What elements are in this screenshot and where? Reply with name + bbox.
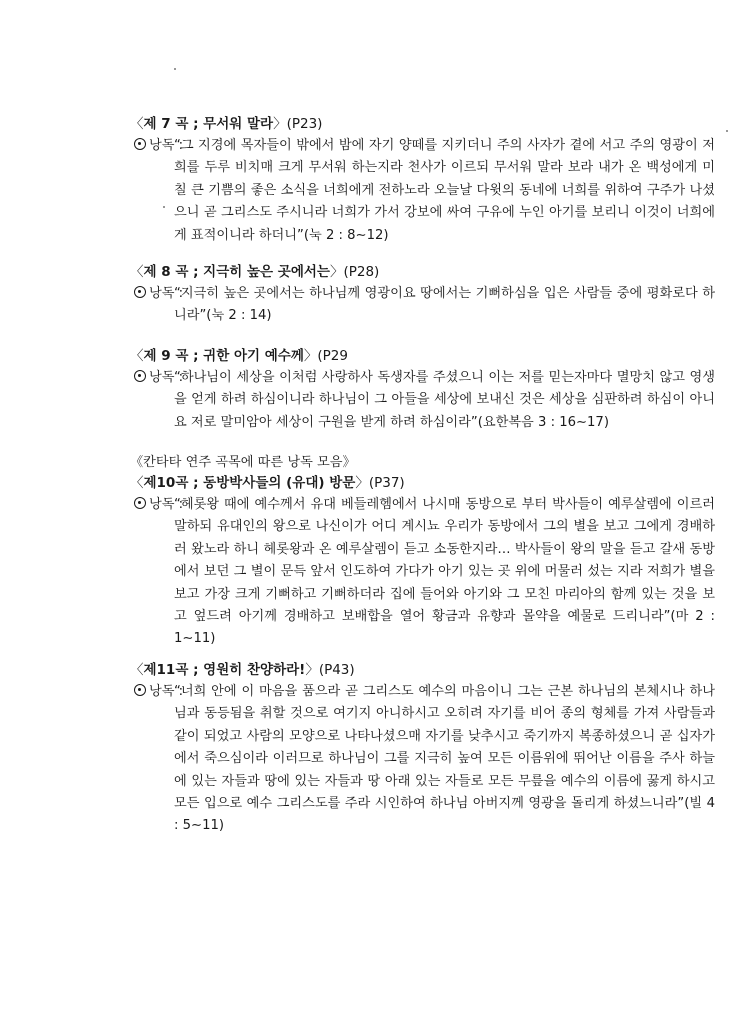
bracket-open: 〈	[130, 348, 144, 364]
reading-label-text: 낭독 :	[149, 497, 184, 512]
collection-title: 《칸타타 연주 곡목에 따른 낭독 모음》	[130, 455, 356, 470]
song-title: 제10곡 ; 동방박사들의 (유대) 방문	[143, 475, 356, 491]
reading-text: “헤롯왕 때에 예수께서 유대 베들레헴에서 나시매 동방으로 부터 박사들이 예루살렘에 이르러 말하되 유대인의 왕으로 나신이가 어디 계시뇨 우리가 동방에서 그의 별을 보고 그에게 경배하러 왔노라 하니 헤롯왕과 온 예루살렘이 듣고 소동한지라… 박사들이 왕의 말을 듣고 갈새 동방에서 보던 그 별이 문득 앞서 인도하여 가다가 아기 있는 곳 위에 머물러 섰는 지라 저희가 별을 보고 가장 크게 기뻐하고 기뻐하더라 집에 들어와 아기와 그 모친 마리아의 함께 있는 것을 보고 엎드려 아기께 경배하고 보배합을 열어 황금과 유향과 몰약을 예물로 드리니라”(마 2 : 1∼11)	[174, 497, 715, 647]
reading-label	[134, 367, 183, 389]
song-title: 제 8 곡 ; 지극히 높은 곳에서는	[143, 264, 330, 280]
reading-block	[130, 367, 715, 434]
page-reference: (P29	[317, 348, 348, 364]
page-reference: (P28)	[343, 264, 380, 280]
reading-text: “너희 안에 이 마음을 품으라 곧 그리스도 예수의 마음이니 그는 근본 하나님의 본체시나 하나님과 동등됨을 취할 것으로 여기지 아니하시고 오히려 자기를 비어 종의 형체를 가져 사람들과 같이 되었고 사람의 모양으로 나타나셨으매 자기를 낮추시고 죽기까지 복종하셨으니 곧 십자가에서 죽으심이라 이러므로 하나님이 그를 지극히 높여 모든 이름위에 뛰어난 이름을 주사 하늘에 있는 자들과 땅에 있는 자들과 땅 아래 있는 자들로 모든 무릎을 예수의 이름에 꿇게 하시고 모든 입으로 예수 그리스도를 주라 시인하여 하나님 아버지께 영광을 돌리게 하셨느니라”(빌 4 : 5∼11)	[174, 684, 715, 834]
reading-label	[134, 135, 183, 157]
page-reference: (P43)	[318, 662, 355, 678]
bullseye-icon	[134, 370, 146, 382]
song-section-9	[130, 346, 715, 434]
bullseye-icon	[134, 138, 146, 150]
bracket-close: 〉	[329, 264, 344, 280]
song-title: 제11곡 ; 영원히 찬양하라!	[143, 662, 306, 678]
reading-text: “그 지경에 목자들이 밖에서 밤에 자기 양떼를 지키더니 주의 사자가 곁에 서고 주의 영광이 저희를 두루 비치매 크게 무서워 하는지라 천사가 이르되 무서워 말라 보라 내가 온 백성에게 미칠 큰 기쁨의 좋은 소식을 너희에게 전하노라 오늘날 다윗의 동네에 너희를 위하여 구주가 나셨으니 곧 그리스도 주시니라 너희가 가서 강보에 싸여 구유에 누인 아기를 보리니 이것이 너희에게 표적이니라 하더니”(눅 2 : 8∼12)	[174, 138, 715, 243]
page-reference: (P23)	[286, 116, 323, 132]
reading-block	[130, 494, 715, 651]
bullseye-icon	[134, 684, 146, 696]
bracket-open: 〈	[130, 116, 144, 132]
reading-label-text: 낭독 :	[149, 370, 184, 385]
reading-block	[130, 681, 715, 838]
reading-label	[134, 494, 183, 516]
bullseye-icon	[134, 286, 146, 298]
scan-speck	[174, 68, 176, 70]
song-heading	[130, 114, 715, 134]
bracket-open: 〈	[130, 264, 144, 280]
reading-block	[130, 135, 715, 247]
bullseye-icon	[134, 497, 146, 509]
song-section-8	[130, 262, 715, 328]
song-section-10	[130, 453, 715, 651]
bracket-close: 〉	[303, 348, 318, 364]
bracket-close: 〉	[273, 116, 287, 132]
reading-label-text: 낭독 :	[149, 286, 184, 301]
reading-text: “지극히 높은 곳에서는 하나님께 영광이요 땅에서는 기뻐하심을 입은 사람들 중에 평화로다 하니라”(눅 2 : 14)	[174, 286, 715, 324]
bracket-close: 〉	[355, 475, 369, 491]
reading-label-text: 낭독 :	[149, 138, 184, 153]
song-heading	[130, 473, 715, 493]
reading-label	[134, 681, 183, 703]
bracket-close: 〉	[305, 662, 319, 678]
bracket-open: 〈	[130, 475, 144, 491]
reading-label-text: 낭독 :	[149, 684, 184, 699]
song-heading	[130, 346, 715, 366]
song-title: 제 7 곡 ; 무서워 말라	[143, 116, 274, 132]
reading-text: “하나님이 세상을 이처럼 사랑하사 독생자를 주셨으니 이는 저를 믿는자마다 멸망치 않고 영생을 얻게 하려 하심이니라 하나님이 그 아들을 세상에 보내신 것은 세상을 심판하려 하심이 아니요 저로 말미암아 세상이 구원을 받게 하려 하심이라”(요한복음 3 : 16∼17)	[174, 370, 715, 430]
song-heading	[130, 660, 715, 680]
page-reference: (P37)	[368, 475, 405, 491]
song-section-7	[130, 114, 715, 247]
song-section-11	[130, 660, 715, 838]
song-title: 제 9 곡 ; 귀한 아기 예수께	[143, 348, 304, 364]
scan-speck	[726, 130, 728, 132]
bracket-open: 〈	[130, 662, 144, 678]
reading-block	[130, 283, 715, 328]
reading-label	[134, 283, 183, 305]
song-heading	[130, 262, 715, 282]
